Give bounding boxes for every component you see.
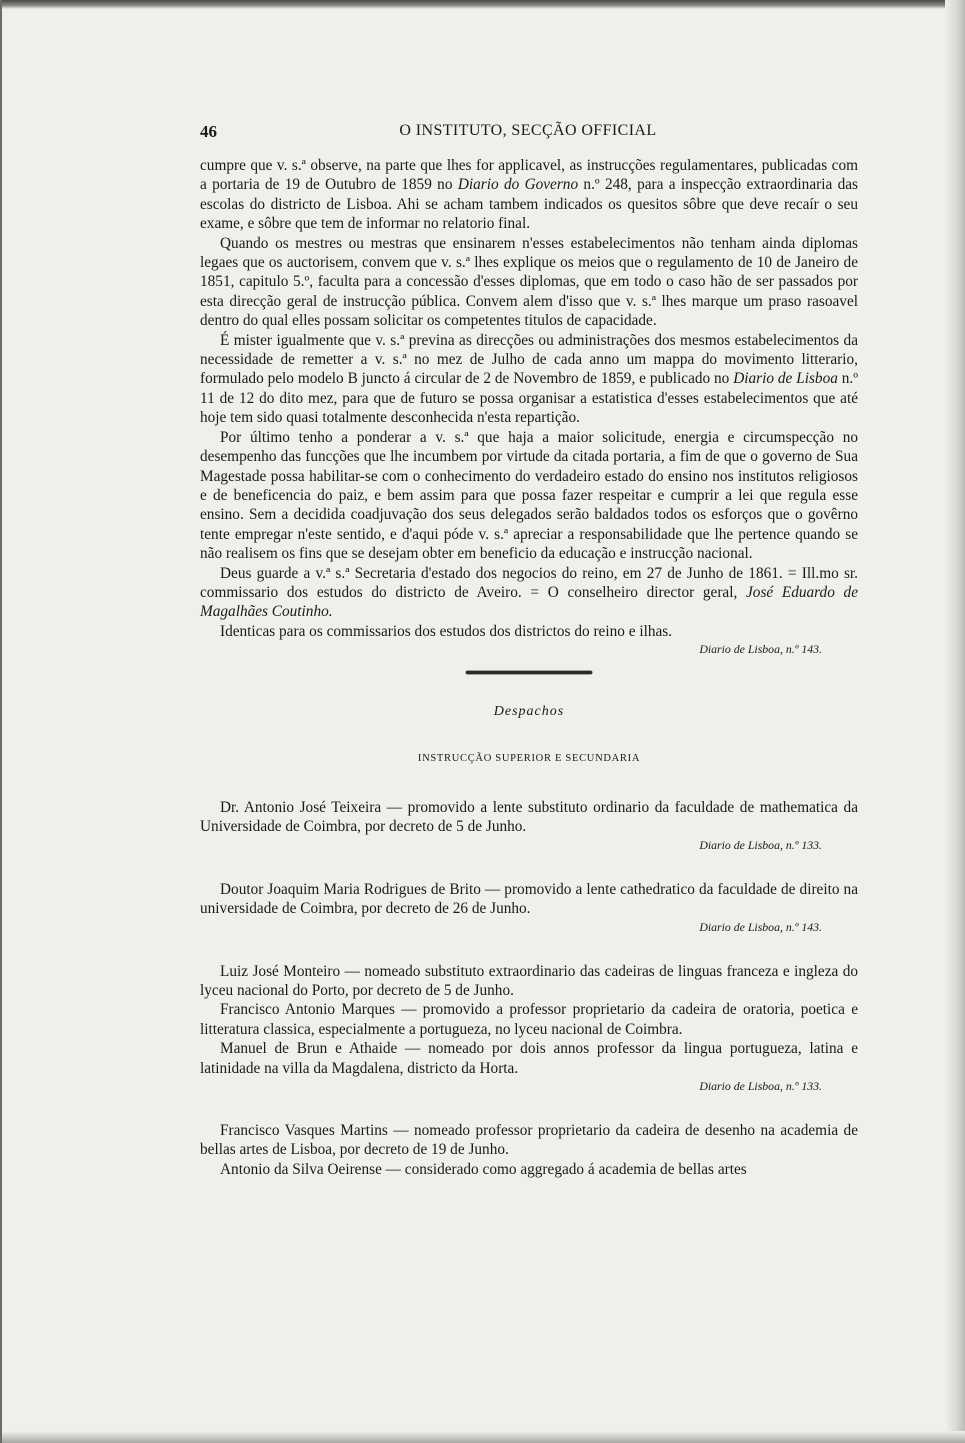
page-bottom-edge [2,1431,965,1443]
page-right-edge [945,0,965,1443]
paragraph-identicas: Identicas para os commissarios dos estudos dos districtos do reino e ilhas. [220,622,673,640]
despacho-item: Francisco Antonio Marques — promovido a professor proprietario da cadeira de oratoria, poetica e litteratura classica, especialmente a portugueza, no lyceu nacional de Coimbra. [200,1001,858,1038]
section-title: Despachos [493,704,565,720]
despacho-item: Antonio da Silva Oeirense — considerado como aggregado á academia de bellas artes [220,1160,747,1178]
paragraph-signature: Deus guarde a v.ª s.ª Secretaria d'estado dos negocios do reino, em 27 de Junho de 1861. = Ill.mo sr. commissario dos estudos do districto de Aveiro. = O conselheiro director geral, José Eduardo de Magalhães Coutinho. [200,564,858,621]
source-citation: Diario de Lisboa, n.º 143. [699,642,822,657]
source-citation: Diario de Lisboa, n.º 133. [699,837,822,852]
page-body [200,156,858,1179]
paragraph-diplomas: Quando os mestres ou mestras que ensinarem n'esses estabelecimentos não tenham ainda diplomas legaes que os auctorisem, convem que v. s.ª lhes explique os meios que o regulamento de 10 de Janeiro de 1851, capitulo 5.º, faculta para a concessão d'esses diplomas, que em todo o caso hão de ser passados por esta direcção geral de instrucção pública. Convem alem d'isso que v. s.ª lhes marque um praso rasoavel dentro do qual elles possam solicitar os competentes titulos de capacidade. [200,234,858,330]
paragraph-mappa: É mister igualmente que v. s.ª previna as direcções ou administrações dos mesmos estabelecimentos da necessidade de remetter a v. s.ª no mez de Julho de cada anno um mappa do movimento litterario, formulado pelo modelo B juncto á circular de 2 de Novembro de 1859, e publicado no Diario de Lisboa n.º 11 de 12 do dito mez, para que de futuro se possa organisar a estatistica d'esses estabelecimentos que até hoje tem sido quasi totalmente desconhecida n'esta repartição. [200,331,858,427]
despacho-item: Manuel de Brun e Athaide — nomeado por dois annos professor da lingua portugueza, latina e latinidade na villa da Magdalena, districto da Horta. [200,1040,858,1077]
paragraph-continuation: cumpre que v. s.ª observe, na parte que lhes for applicavel, as instrucções regulamentares, publicadas com a portaria de 19 de Outubro de 1859 no Diario do Governo n.º 248, para a inspecção extraordinaria das escolas do districto de Lisboa. Ahi se acham tambem indicados os quesitos sôbre que deve recaír o seu exame, e sôbre que tem de informar no relatorio final. [200,157,858,233]
despacho-item: Luiz José Monteiro — nomeado substituto extraordinario das cadeiras de linguas franceza e ingleza do lyceu nacional do Porto, por decreto de 5 de Junho. [200,962,858,999]
despacho-item: Doutor Joaquim Maria Rodrigues de Brito — promovido a lente cathedratico da faculdade de direito na universidade de Coimbra, por decreto de 26 de Junho. [200,880,858,918]
despacho-item: Dr. Antonio José Teixeira — promovido a lente substituto ordinario da faculdade de mathematica da Universidade de Coimbra, por decreto de 5 de Junho. [200,798,858,836]
running-title: O INSTITUTO, SECÇÃO OFFICIAL [399,122,657,139]
source-citation: Diario de Lisboa, n.º 133. [699,1079,822,1094]
paragraph-solicitude: Por último tenho a ponderar a v. s.ª que haja a maior solicitude, energia e circumspecção no desempenho das funcções que lhe incumbem por virtude da citada portaria, a fim de que o governo de Sua Magestade possa habilitar-se com o conhecimento do verdadeiro estado do ensino nos institutos religiosos e de beneficencia do paiz, e bem assim para que possa fazer respeitar e cumprir a lei que regula esse ensino. Sem a decidida coadjuvação dos seus delegados serão baldados todos os esforços que o govêrno tente empregar n'este sentido, e d'aqui póde v. s.ª apreciar a responsabilidade que lhe pertence quando se não realisem os fins que se desejam obter em beneficio da educação e instrucção nacional. [200,428,858,563]
subsection-title: INSTRUCÇÃO SUPERIOR E SECUNDARIA [417,752,641,764]
page-number: 46 [200,122,217,141]
page-top-edge [2,0,965,9]
page-header [200,122,856,144]
source-citation: Diario de Lisboa, n.º 143. [699,919,822,934]
despacho-item: Francisco Vasques Martins — nomeado professor proprietario da cadeira de desenho na academia de bellas artes de Lisboa, por decreto de 19 de Junho. [200,1122,858,1159]
section-divider [466,671,592,674]
